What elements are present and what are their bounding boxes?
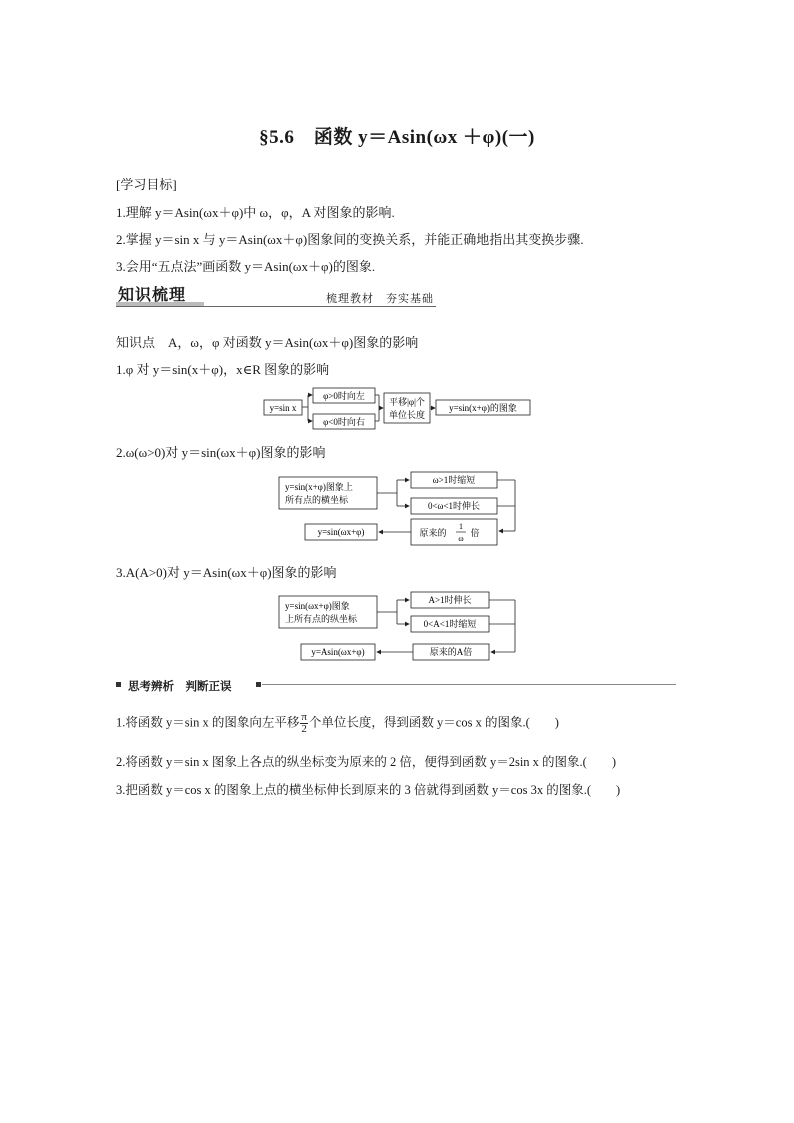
d2-factor-pre: 原来的 [419,528,447,538]
d2-result: y=sin(ωx+φ) [317,527,365,537]
objectives-label: [学习目标] [116,177,177,192]
d3-result: y=Asin(ωx+φ) [311,647,365,657]
part3-title: 3.A(A>0)对 y＝Asin(ωx＋φ)图象的影响 [116,565,337,580]
d3-cond1: A>1时伸长 [428,595,472,605]
thinking-label: 思考辨析 判断正误 [128,679,232,693]
d2-start1: y=sin(x+φ)图象上 [285,482,353,492]
pi-over-2-fraction [300,712,308,735]
d1-start: y=sin x [269,403,297,413]
page-title: §5.6 函数 y＝Asin(ωx ＋φ)(一) [259,127,535,148]
knowledge-heading: 知识点 A，ω，φ 对函数 y＝Asin(ωx＋φ)图象的影响 [116,335,419,350]
d1-cond1: φ>0时向左 [323,391,365,401]
section-subtitle: 梳理教材 夯实基础 [326,293,434,305]
amplitude-scale-diagram [275,588,525,668]
section-title: 知识梳理 [118,285,187,304]
objective-item-1: 1.理解 y＝Asin(ωx＋φ)中 ω，φ，A 对图象的影响. [116,205,395,220]
phi-shift-diagram [260,383,540,433]
part1-title: 1.φ 对 y＝sin(x＋φ)，x∈R 图象的影响 [116,362,330,377]
d3-start1: y=sin(ωx+φ)图象 [285,601,350,611]
d1-cond2: φ<0时向右 [323,417,365,427]
d3-start2: 上所有点的纵坐标 [285,614,358,624]
d1-move1: 平移|φ|个 [389,397,425,407]
question-3: 3.把函数 y＝cos x 的图象上点的横坐标伸长到原来的 3 倍就得到函数 y＝cos 3x 的图象.( ) [116,783,621,797]
d3-cond2: 0<A<1时缩短 [423,619,477,629]
q1-text-pre: 1.将函数 y＝sin x 的图象向左平移 [116,715,300,730]
d2-factor-den: ω [458,534,464,543]
q1-frac-den: 2 [301,723,307,735]
section-banner-line [116,306,436,307]
q1-frac-num: π [301,711,307,723]
question-2: 2.将函数 y＝sin x 图象上各点的纵坐标变为原来的 2 倍，便得到函数 y＝2sin x 的图象.( ) [116,755,617,769]
omega-scale-diagram [275,468,525,550]
question-1 [116,712,559,735]
d1-move2: 单位长度 [388,410,426,420]
q1-text-post: 个单位长度，得到函数 y＝cos x 的图象.( ) [308,715,559,730]
d3-factor: 原来的A倍 [429,647,473,657]
d2-cond2: 0<ω<1时伸长 [427,501,481,511]
d1-result: y=sin(x+φ)的图象 [449,403,517,413]
square-bullet-icon [116,682,121,687]
objective-item-2: 2.掌握 y＝sin x 与 y＝Asin(ωx＋φ)图象间的变换关系，并能正确地指出其变换步骤. [116,232,584,247]
thinking-divider [262,684,676,685]
objective-item-3: 3.会用“五点法”画函数 y＝Asin(ωx＋φ)的图象. [116,259,376,274]
d2-start2: 所有点的横坐标 [285,495,349,505]
d2-factor-num: 1 [459,522,463,531]
square-bullet-icon [256,682,261,687]
d2-cond1: ω>1时缩短 [432,475,476,485]
d2-factor-post: 倍 [470,528,480,538]
part2-title: 2.ω(ω>0)对 y＝sin(ωx＋φ)图象的影响 [116,445,326,460]
